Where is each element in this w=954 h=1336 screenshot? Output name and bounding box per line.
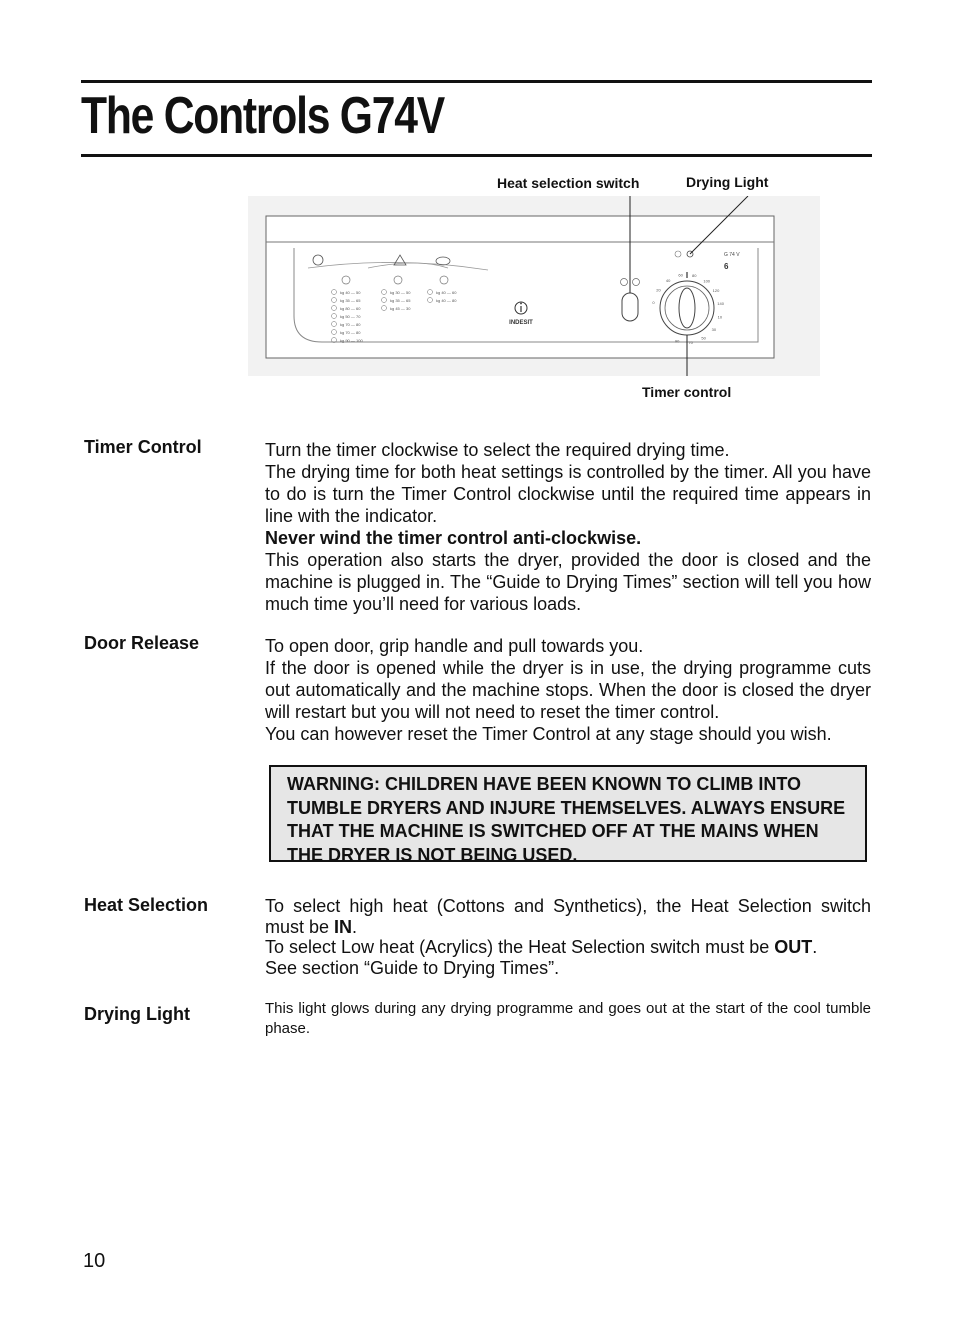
- svg-text:kg 35 — 65: kg 35 — 65: [340, 298, 361, 303]
- timer-control-paragraph: This operation also starts the dryer, provided the door is closed and the machine is plugged in. The “Guide to Drying Times” section will tell you how much time you’ll need for various loads.: [265, 550, 871, 614]
- dial-number: 60: [678, 272, 683, 278]
- svg-text:kg 40 — 50: kg 40 — 50: [340, 290, 361, 295]
- control-panel-diagram: [248, 196, 820, 376]
- timer-control-paragraph: Turn the timer clockwise to select the required drying time.: [265, 440, 730, 460]
- dial-number: 120: [712, 288, 720, 294]
- timer-control-text: [265, 439, 871, 615]
- door-release-text: [265, 635, 871, 745]
- svg-text:kg 35 — 65: kg 35 — 65: [390, 298, 411, 303]
- dial-number: 30: [711, 326, 717, 332]
- svg-text:kg 70 — 80: kg 70 — 80: [340, 322, 361, 327]
- heat-selection-label: Heat Selection: [84, 895, 209, 915]
- timer-control-label: Timer Control: [84, 437, 202, 457]
- drying-light-label: Drying Light: [84, 1004, 190, 1024]
- heat-selection-paragraph: [265, 896, 871, 937]
- heat-selection-switch[interactable]: [622, 293, 638, 321]
- door-release-paragraph: If the door is opened while the dryer is in use, the drying programme cuts out automatically and the machine stops. When the door is closed the dryer will restart but you will not need to reset the timer control.: [265, 658, 871, 722]
- timer-control-paragraph: The drying time for both heat settings is controlled by the timer. All you have to do is turn the Timer Control clockwise until the required time appears in line with the indicator.: [265, 462, 871, 526]
- heat-selection-switch-callout: Heat selection switch: [497, 175, 640, 191]
- warning-text: WARNING: CHILDREN HAVE BEEN KNOWN TO CLIMB INTO TUMBLE DRYERS AND INJURE THEMSELVES. ALWAYS ENSURE THAT THE MACHINE IS SWITCHED OFF AT THE MAINS WHEN THE DRYER IS NOT BEING USED.: [287, 774, 846, 865]
- drying-light-callout: Drying Light: [686, 174, 769, 190]
- page-title: The Controls G74V: [81, 87, 444, 145]
- title-underline: [81, 154, 872, 157]
- heat-selection-paragraph: See section “Guide to Drying Times”.: [265, 957, 560, 978]
- warning-box: [269, 765, 867, 865]
- dial-number: 70: [688, 339, 693, 345]
- heat-selection-text-part: .: [352, 916, 358, 937]
- heat-selection-paragraph: [265, 937, 871, 958]
- model-label: G 74 V: [724, 252, 740, 258]
- drying-light-paragraph: This light glows during any drying programme and goes out at the start of the cool tumble phase.: [265, 1000, 871, 1037]
- heat-selection-text-part: To select high heat (Cottons and Synthetics), the Heat Selection switch must be: [265, 896, 871, 937]
- heat-selection-in: IN: [334, 916, 353, 937]
- door-release-paragraph: To open door, grip handle and pull towards you.: [265, 636, 644, 656]
- dial-number: 140: [717, 301, 724, 306]
- svg-text:kg 50 — 70: kg 50 — 70: [340, 314, 361, 319]
- svg-text:kg 30 — 50: kg 30 — 50: [390, 290, 411, 295]
- dial-number: 90: [674, 338, 680, 344]
- svg-text:kg 80 — 60: kg 80 — 60: [340, 306, 361, 311]
- svg-text:kg 45 — 30: kg 45 — 30: [390, 306, 411, 311]
- heat-selection-out: OUT: [774, 937, 813, 957]
- door-release-paragraph: You can however reset the Timer Control at any stage should you wish.: [265, 724, 832, 744]
- timer-control-callout: Timer control: [642, 384, 732, 400]
- heat-selection-text-part: .: [812, 937, 818, 957]
- dial-number: 80: [691, 272, 697, 278]
- heat-selection-text: [265, 896, 871, 978]
- dial-number: 20: [656, 287, 661, 293]
- dial-number: 40: [665, 277, 671, 283]
- svg-text:kg 90 — 100: kg 90 — 100: [340, 338, 363, 343]
- dial-number: 0: [652, 300, 655, 306]
- door-release-label: Door Release: [84, 633, 200, 653]
- drying-light-text: [265, 999, 871, 1039]
- svg-text:INDESIT: INDESIT: [509, 320, 533, 326]
- capacity-label: 6: [724, 262, 729, 271]
- dial-number: 10: [717, 314, 723, 320]
- timer-control-warning: Never wind the timer control anti-clockwise.: [265, 528, 642, 548]
- svg-text:kg 40 — 80: kg 40 — 80: [436, 298, 457, 303]
- svg-text:kg 70 — 80: kg 70 — 80: [340, 330, 361, 335]
- svg-text:kg 40 — 60: kg 40 — 60: [436, 290, 457, 295]
- dial-number: 100: [703, 278, 711, 284]
- dial-number: 50: [701, 335, 706, 341]
- heat-selection-text-part: To select Low heat (Acrylics) the Heat Selection switch must be: [265, 937, 775, 957]
- page-number: 10: [83, 1250, 106, 1272]
